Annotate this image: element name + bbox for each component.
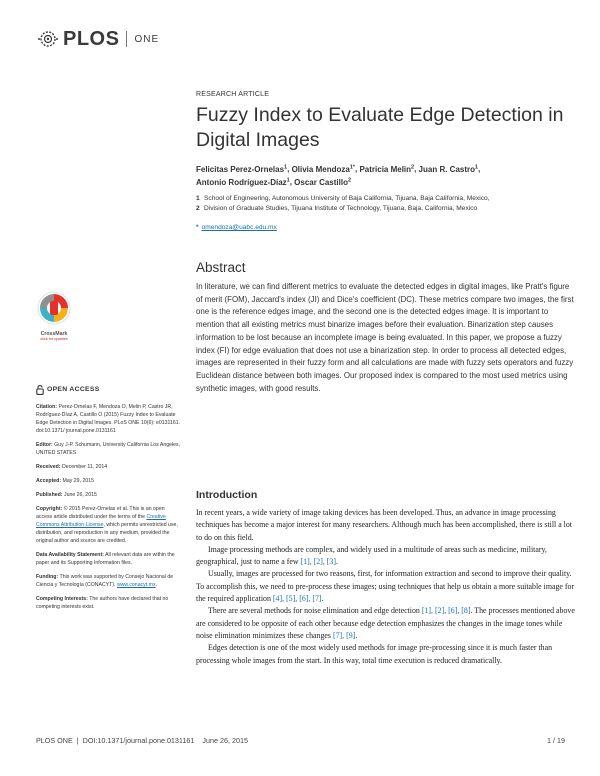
introduction-heading: Introduction [196, 489, 258, 501]
author[interactable]: Oscar Castillo$^2$ [294, 177, 352, 187]
plos-one-logo [36, 28, 159, 50]
article-type: RESEARCH ARTICLE [196, 91, 270, 98]
copyright: Copyright: © 2015 Perez-Ornelas et al. This is an open access article distributed under the terms of the Creative Commons Attribution License, which permits unrestricted use, distribution, and reproduction in any medium, provided the original author and source are credited. [36, 506, 178, 544]
crossmark-badge[interactable] [36, 291, 72, 341]
author[interactable]: Patricia Melin$^2$ [359, 164, 415, 174]
received-date: Received: December 11, 2014 [36, 464, 108, 470]
crossmark-icon [36, 291, 72, 325]
reference-link[interactable]: [1], [2], [3] [300, 557, 337, 567]
article-title: Fuzzy Index to Evaluate Edge Detection in Digital Images [196, 104, 564, 151]
paragraph: Edges detection is one of the most widely used methods for image pre-processing since it is much faster than processing whole images from the start. In this way, total time execution is reduced dramatically. [196, 643, 553, 665]
paragraph: In recent years, a wide variety of image taking devices has been developed. Thus, an advance in image processing techniques has become a major interest for many researchers. Although much has been accomplished, there is still a lot to do on this field. [196, 508, 572, 542]
introduction-body [196, 507, 576, 667]
license-link[interactable]: Creative Commons Attribution License [36, 514, 166, 528]
article-metadata-sidebar [36, 385, 181, 617]
logo-divider [126, 31, 127, 47]
journal-name: ONE [134, 33, 160, 45]
affiliation: 1 School of Engineering, Autonomous University of Baja California, Tijuana, Baja California, Mexico, [196, 195, 490, 202]
footer-doi: DOI:10.1371/journal.pone.0131161 [82, 736, 195, 745]
affiliation: 2 Division of Graduate Studies, Tijuana Institute of Technology, Tijuana, Baja, California, Mexico [196, 205, 478, 212]
crossmark-label: CrossMark [40, 331, 68, 337]
page-number: 1 / 19 [547, 736, 565, 745]
crossmark-sub: click for updates [40, 337, 68, 341]
author[interactable]: Juan R. Castro$^1$ [418, 164, 479, 174]
reference-link[interactable]: [7], [9] [332, 630, 356, 640]
paragraph: There are several methods for noise elimination and edge detection [1], [2], [6], [8]. The processes mentioned above are considered to be opposite of each other because edge detection emphasizes the changes in the image tones while noise elimination minimizes these changes [7], [9]. [196, 606, 575, 640]
paragraph: Image processing methods are complex, and widely used in a multitude of areas such as medicine, military, geographical, just to name a few [1], [2], [3]. [196, 544, 547, 567]
abstract-text: In literature, we can find different metrics to evaluate the detected edges in digital images, like Pratt's figure of merit (FOM), Jaccard's index (JI) and Dice's coefficient (DC). These metrics compare two images, the first one is the reference edges image, and the second one is the detected edges image. It is important to mention that all existing metrics must binarize images before their evaluation. Binarization step causes information to be lost because an incomplete image is being evaluated. In this paper, we propose a fuzzy index (FI) for edge evaluation that does not use a binarization step. In order to process all detected edges, images are represented in their fuzzy form and all calculations are made with fuzzy sets operators and fuzzy Euclidean distance between both images. Our proposed index is compared to the most used metrics using synthetic images, with good results. [196, 282, 574, 393]
author-list: Felicitas Perez-Ornelas$^1$, Olivia Mendoza$^{1*}$, Patricia Melin$^2$, Juan R. Castro$^1$, Antonio Rodríguez-Díaz$^1$, Oscar Castillo$^2$ [196, 164, 481, 187]
funding-link[interactable]: www.conacyt.mx [116, 582, 156, 588]
accepted-date: Accepted: May 29, 2015 [36, 478, 94, 484]
brand-name: PLOS [63, 27, 120, 50]
competing-interests: Competing Interests: The authors have declared that no competing interests exist. [36, 596, 169, 610]
abstract-heading: Abstract [196, 260, 246, 275]
footer-citation [36, 736, 250, 745]
editor: Editor: Guy J-P. Schumann, University California Los Angeles, UNITED STATES [36, 442, 181, 456]
page-footer [36, 736, 565, 745]
author[interactable]: Olivia Mendoza$^{1*}$ [291, 164, 355, 174]
open-lock-icon [36, 385, 44, 395]
footer-date: June 26, 2015 [202, 736, 248, 745]
footer-separator: | [76, 736, 79, 745]
plos-logo-icon [36, 28, 60, 50]
email-link[interactable]: omendoza@uabc.edu.mx [201, 224, 277, 231]
author[interactable]: Antonio Rodríguez-Díaz$^1$ [196, 177, 290, 187]
author[interactable]: Felicitas Perez-Ornelas$^1$ [196, 164, 288, 174]
reference-link[interactable]: [1], [2], [6], [8] [421, 606, 471, 616]
open-access: OPEN ACCESS [36, 385, 181, 395]
footer-journal: PLOS ONE [36, 736, 73, 745]
corresponding-email [196, 224, 277, 231]
published-date: Published: June 26, 2015 [36, 492, 97, 498]
reference-link[interactable]: [4], [5], [6], [7] [272, 594, 322, 604]
citation: Citation: Perez-Ornelas F, Mendoza O, Melin P, Castro JR, Rodríguez-Díaz A, Castillo O (2015) Fuzzy Index to Evaluate Edge Detection in Digital Images. PLoS ONE 10(6): e0131161. doi:10.1371/ journal.pone.0131161 [36, 404, 181, 434]
paragraph: Usually, images are processed for two reasons, first, for information extraction and second to improve their quality. To accomplish this, we need to pre-process these images; using techniques that help us obtain a more suitable image for the required application [4], [5], [6], [7]. [196, 569, 575, 604]
affiliations [196, 194, 576, 214]
data-availability: Data Availability Statement: All relevant data are within the paper and its Supporting Information files. [36, 552, 175, 566]
corresponding-marker: * [196, 224, 199, 231]
funding: Funding: This work was supported by Consejo Nacional de Ciencia y Tecnología (CONACYT). www.conacyt.mx. [36, 574, 174, 588]
